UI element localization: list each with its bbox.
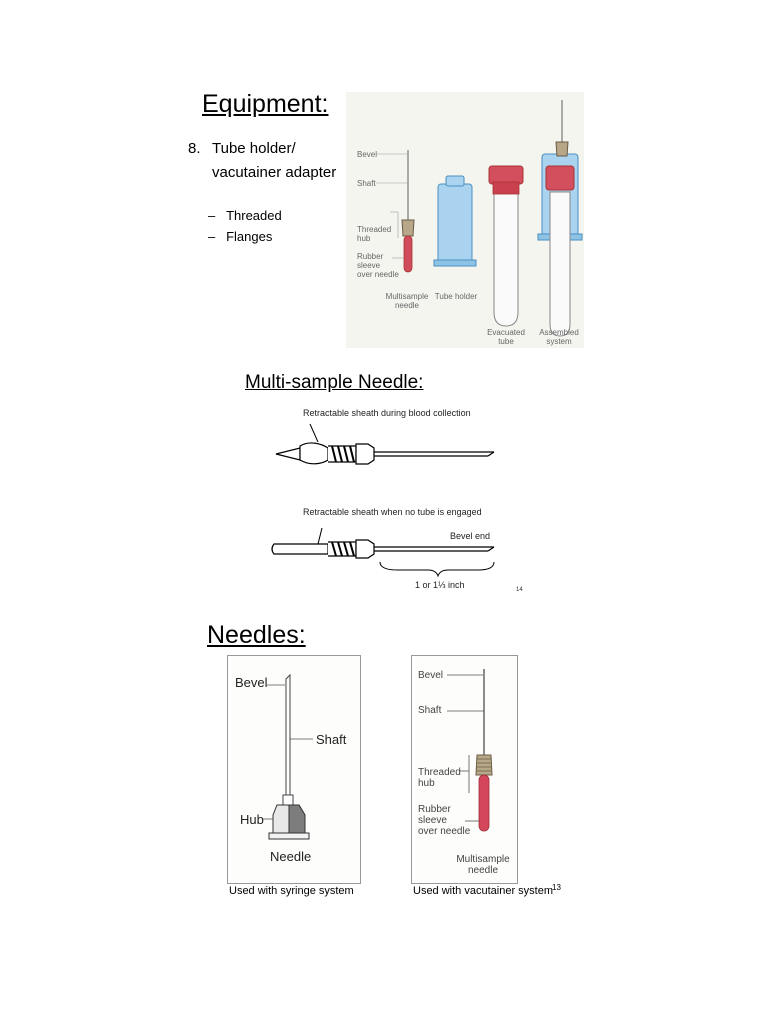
fig-tube-holder-label: Tube holder bbox=[434, 292, 478, 301]
fig-rubber-label-2: sleeve bbox=[357, 261, 381, 270]
item-line1: Tube holder/ bbox=[212, 140, 296, 157]
fig-shaft-label: Shaft bbox=[357, 179, 376, 188]
multi-needle-name-2: needle bbox=[467, 865, 499, 876]
fig-assembled-label-1: Assembled bbox=[539, 328, 579, 337]
fig-rubber-label-3: over needle bbox=[357, 270, 399, 279]
fig-threaded-label-2: hub bbox=[357, 234, 371, 243]
multi-rubber-label-3: over needle bbox=[418, 826, 471, 837]
equipment-title: Equipment: bbox=[202, 90, 329, 118]
multi-rubber-label-1: Rubber bbox=[418, 804, 451, 815]
syringe-bevel-label: Bevel bbox=[235, 675, 268, 690]
multi-needle-name-1: Multisample bbox=[456, 854, 510, 865]
page-number-13: 13 bbox=[552, 883, 561, 892]
syringe-shaft-label: Shaft bbox=[316, 732, 347, 747]
sheath-caption-2: Retractable sheath when no tube is engaged bbox=[303, 507, 482, 517]
fig-multisample-label-2: needle bbox=[394, 301, 420, 310]
multi-bevel-label: Bevel bbox=[418, 670, 444, 681]
fig-rubber-label-1: Rubber bbox=[357, 252, 384, 261]
bullet-flanges: – Flanges bbox=[208, 229, 273, 244]
multi-threaded-label-2: hub bbox=[418, 778, 435, 789]
fig-threaded-label-1: Threaded bbox=[357, 225, 392, 234]
fig-evacuated-label-2: tube bbox=[498, 337, 514, 346]
item-line2: vacutainer adapter bbox=[212, 164, 337, 181]
item-number: 8. bbox=[188, 140, 201, 157]
vacutainer-caption: Used with vacutainer system bbox=[413, 885, 553, 897]
page-number-14: 14 bbox=[516, 587, 523, 593]
sheath-caption-1: Retractable sheath during blood collection bbox=[303, 408, 471, 418]
syringe-hub-label: Hub bbox=[240, 812, 264, 827]
syringe-caption: Used with syringe system bbox=[229, 885, 354, 897]
bevel-end-label: Bevel end bbox=[450, 531, 491, 541]
needle-length-label: 1 or 1⅓ inch bbox=[415, 580, 465, 590]
fig-bevel-label: Bevel bbox=[357, 150, 378, 159]
bullet-threaded: – Threaded bbox=[208, 208, 282, 223]
syringe-needle-name: Needle bbox=[270, 849, 312, 864]
needle-diagram-2 bbox=[268, 520, 508, 580]
multi-rubber-label-2: sleeve bbox=[418, 815, 447, 826]
multisample-title: Multi-sample Needle: bbox=[245, 372, 424, 393]
fig-assembled-label-2: system bbox=[546, 337, 572, 346]
needles-title: Needles: bbox=[207, 621, 306, 649]
multi-threaded-label-1: Threaded bbox=[418, 767, 461, 778]
needle-diagram-1 bbox=[270, 420, 510, 470]
fig-multisample-label-1: Multisample bbox=[385, 292, 429, 301]
equipment-illustration bbox=[346, 92, 584, 348]
multi-shaft-label: Shaft bbox=[418, 705, 442, 716]
fig-evacuated-label-1: Evacuated bbox=[487, 328, 525, 337]
